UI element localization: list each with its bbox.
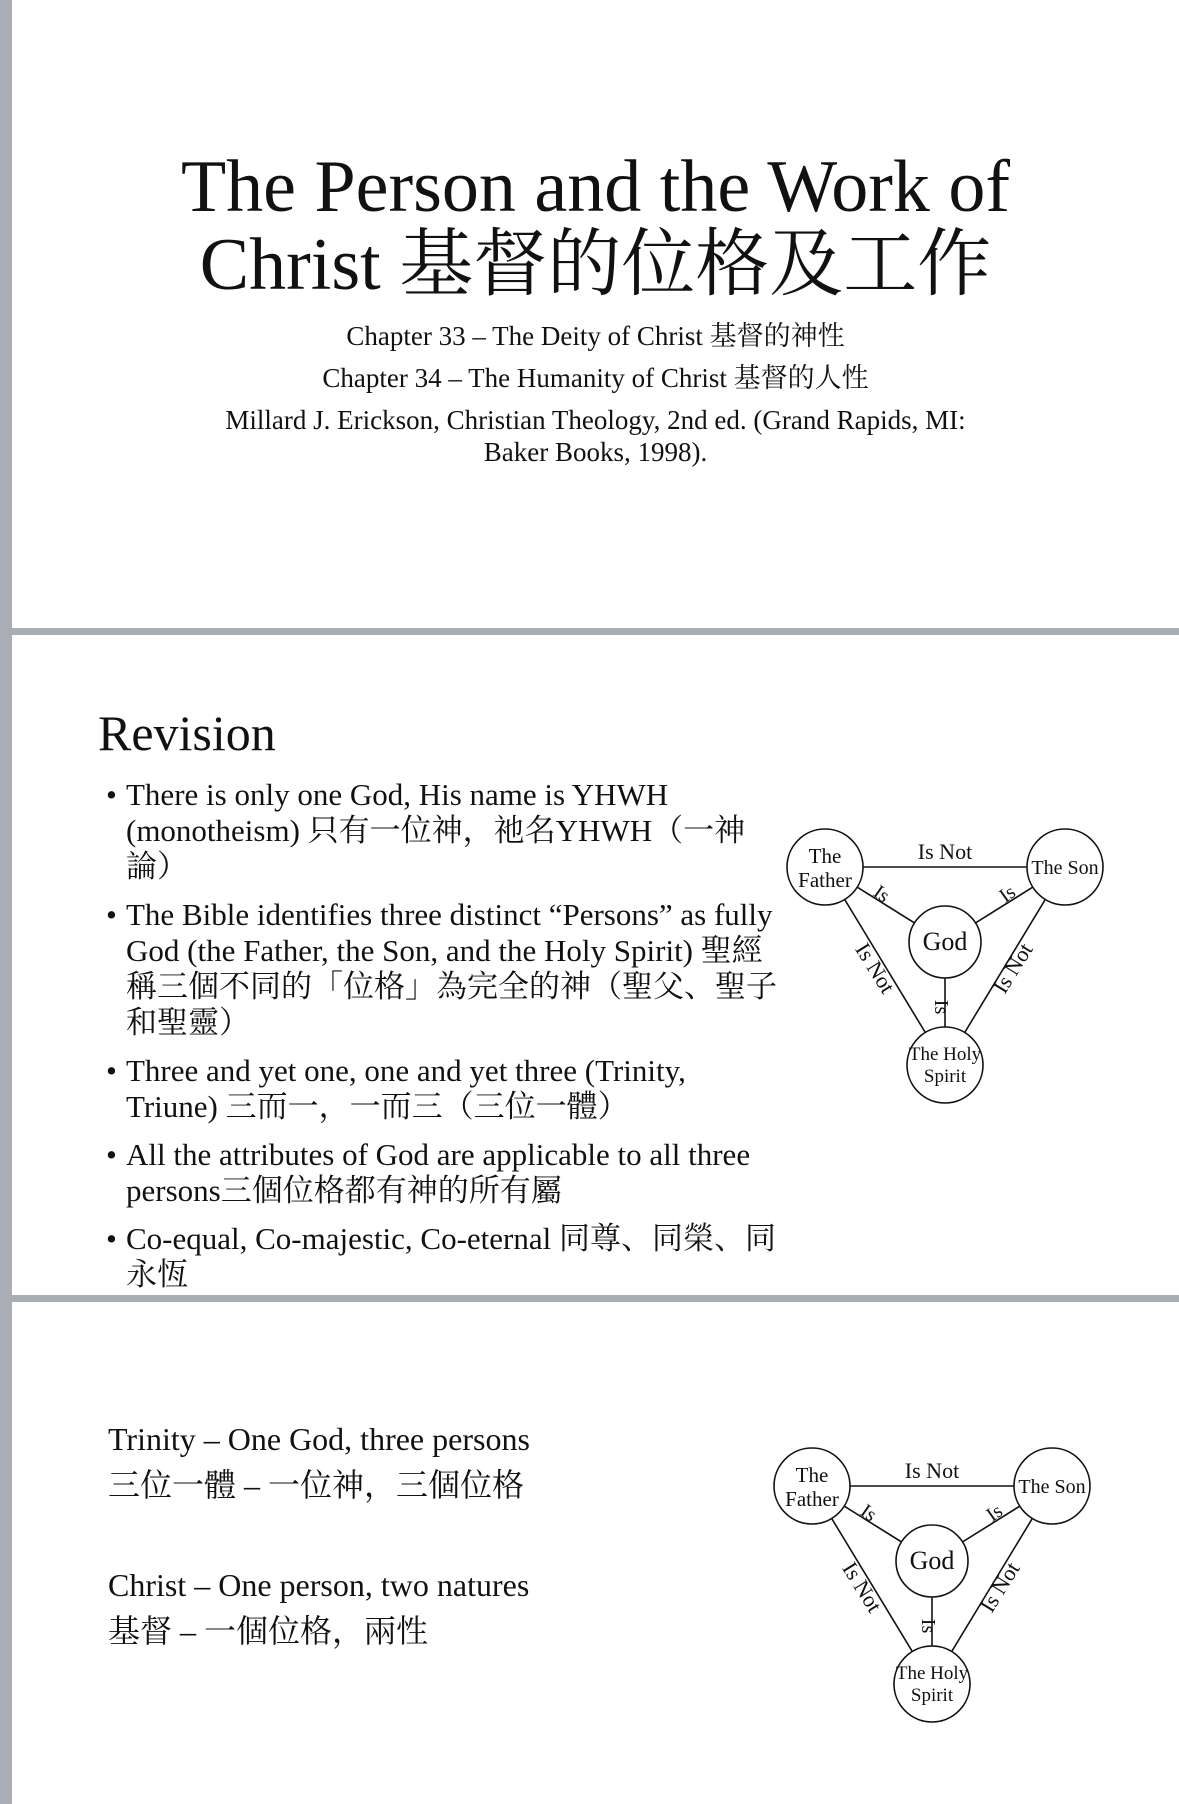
slide-divider	[12, 1295, 1179, 1302]
bullet-item: • Co-equal, Co-majestic, Co-eternal 同尊、同榮、同永恆	[98, 1221, 778, 1293]
left-margin-bar	[0, 0, 12, 1804]
title-line-2: Christ 基督的位格及工作	[199, 224, 992, 306]
chapter-34-line: Chapter 34 – The Humanity of Christ 基督的人性	[322, 363, 869, 393]
diagram-spirit-label: Spirit	[923, 1066, 967, 1087]
revision-title: Revision	[98, 705, 276, 761]
diagram-is-not-label: Is Not	[837, 1557, 888, 1617]
diagram-god-label: God	[922, 927, 968, 956]
diagram-is-not-label: Is Not	[974, 1557, 1025, 1617]
diagram-father-label: The	[795, 1463, 829, 1487]
diagram-is-label: Is	[917, 1618, 939, 1634]
slide-main-title	[12, 148, 1179, 304]
chapter-33-line: Chapter 33 – The Deity of Christ 基督的神性	[346, 321, 845, 351]
christ-english-line: Christ – One person, two natures	[108, 1567, 530, 1603]
diagram-father-label: The	[808, 844, 842, 868]
diagram-is-label: Is	[869, 880, 894, 908]
diagram-spirit-label: Spirit	[910, 1685, 954, 1706]
trinity-shield-diagram	[772, 1446, 1092, 1736]
trinity-english-line: Trinity – One God, three persons	[108, 1421, 530, 1457]
diagram-spirit-label: The Holy	[908, 1044, 982, 1065]
bullet-item: • There is only one God, His name is YHWH (monotheism) 只有一位神，祂名YHWH（一神論）	[98, 777, 778, 885]
diagram-father-label: Father	[785, 1487, 839, 1511]
slide-title	[12, 0, 1179, 628]
trinity-chinese-line: 三位一體 – 一位神，三個位格	[108, 1467, 525, 1503]
citation-line-1: Millard J. Erickson, Christian Theology, 2nd ed. (Grand Rapids, MI:	[225, 405, 966, 435]
slide-revision	[12, 635, 1179, 1295]
diagram-is-not-label: Is Not	[917, 839, 973, 864]
diagram-is-not-label: Is Not	[850, 938, 901, 998]
slide-divider	[12, 628, 1179, 635]
diagram-son-label: The Son	[1018, 1476, 1086, 1498]
christ-chinese-line: 基督 – 一個位格，兩性	[108, 1613, 429, 1649]
diagram-is-not-label: Is Not	[987, 938, 1038, 998]
revision-bullet-list	[98, 777, 778, 1295]
diagram-god-label: God	[909, 1546, 955, 1575]
slide-trinity-christ	[12, 1302, 1179, 1804]
diagram-is-label: Is	[930, 999, 952, 1015]
diagram-is-label: Is	[995, 880, 1020, 908]
diagram-father-label: Father	[798, 868, 852, 892]
citation-line-2: Baker Books, 1998).	[483, 437, 708, 467]
diagram-is-label: Is	[856, 1499, 881, 1527]
bullet-item: • Three and yet one, one and yet three (Trinity, Triune) 三而一，一而三（三位一體）	[98, 1053, 778, 1125]
title-line-1: The Person and the Work of	[180, 146, 1011, 228]
diagram-is-label: Is	[982, 1499, 1007, 1527]
diagram-son-label: The Son	[1031, 857, 1099, 879]
diagram-is-not-label: Is Not	[904, 1458, 960, 1483]
diagram-spirit-label: The Holy	[895, 1663, 969, 1684]
trinity-shield-diagram	[785, 827, 1105, 1117]
bullet-item: • The Bible identifies three distinct “Persons” as fully God (the Father, the Son, and the Holy Spirit) 聖經稱三個不同的「位格」為完全的神（聖父、聖子和聖靈）	[98, 897, 778, 1041]
bullet-item: • All the attributes of God are applicable to all three persons三個位格都有神的所有屬	[98, 1137, 778, 1209]
